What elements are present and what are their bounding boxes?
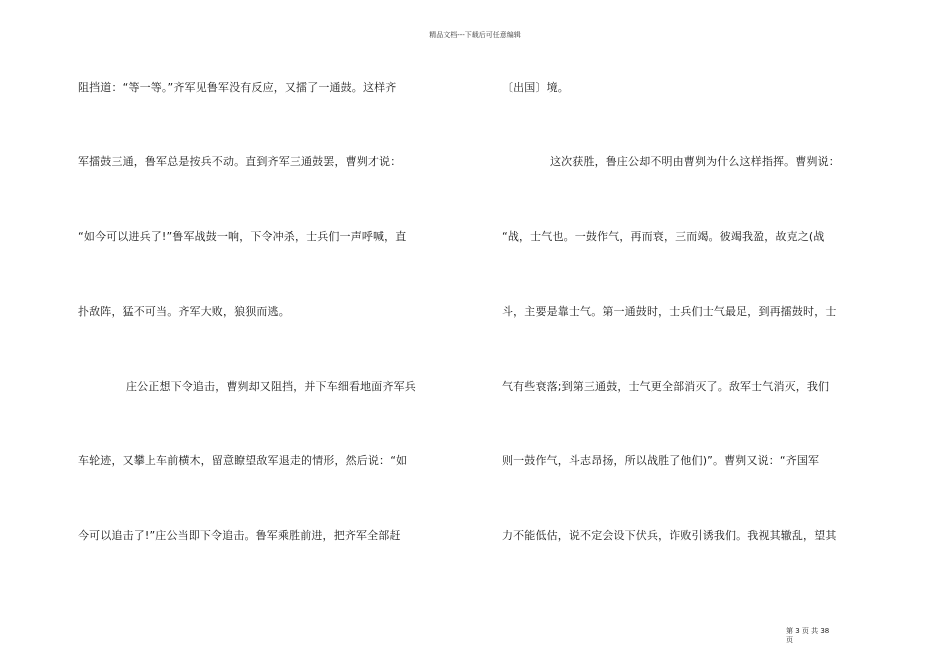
left-line-2: 军擂鼓三通，鲁军总是按兵不动。直到齐军三通鼓罢，曹刿才说： [78,155,402,168]
right-line-2: 这次获胜，鲁庄公却不明由曹刿为什么这样指挥。曹刿说： [550,155,840,168]
page-number: 第 3 页 共 38 页 [786,627,830,644]
right-line-1: 〔出国〕境。 [502,81,569,94]
left-line-5: 庄公正想下令追击，曹刿却又阻挡，并下车细看地面齐军兵 [126,380,416,393]
left-line-4: 扑敌阵，猛不可当。齐军大败，狼狈而逃。 [78,305,290,318]
left-line-7: 今可以追击了!”庄公当即下令追击。鲁军乘胜前进，把齐军全部赶 [78,529,401,542]
page-header: 精品文档---下载后可任意编辑 [429,31,521,39]
left-line-6: 车轮迹，又攀上车前横木，留意瞭望敌军退走的情形，然后说：“如 [78,454,408,467]
right-line-7: 力不能低估，说不定会设下伏兵，诈败引诱我们。我视其辙乱，望其 [502,529,837,542]
right-line-5: 气有些衰落;到第三通鼓，士气更全部消灭了。敌军士气消灭，我们 [502,380,830,393]
right-line-3: “战，士气也。一鼓作气，再而衰，三而竭。彼竭我盈，故克之(战 [502,230,825,243]
right-line-6: 则一鼓作气，斗志昂扬，所以战胜了他们)”。曹刿又说：“齐国军 [502,454,820,467]
right-line-4: 斗，主要是靠士气。第一通鼓时，士兵们士气最足，到再擂鼓时，士 [502,305,837,318]
left-line-1: 阻挡道：“等一等。”齐军见鲁军没有反应，又擂了一通鼓。这样齐 [78,81,397,94]
left-line-3: “如今可以进兵了!”鲁军战鼓一响，下令冲杀，士兵们一声呼喊，直 [78,230,407,243]
